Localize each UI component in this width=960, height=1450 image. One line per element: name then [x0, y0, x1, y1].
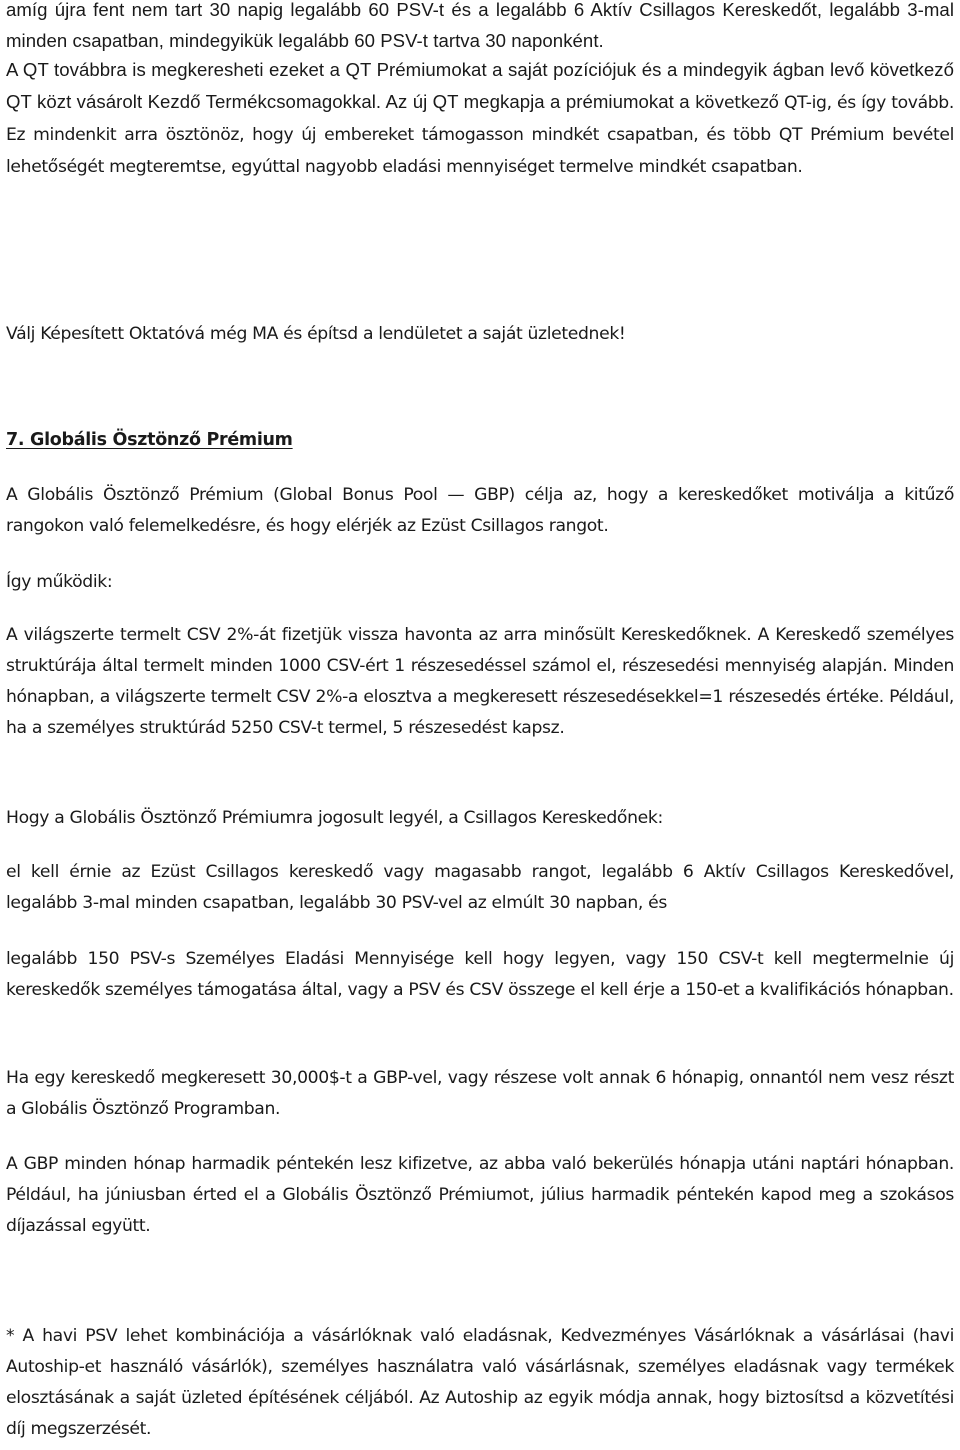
paragraph-call-to-action: Válj Képesített Oktatóvá még MA és építsd a lendületet a saját üzletednek! — [6, 324, 626, 344]
paragraph-qt-premium-part2: következő QT-ig, és így tovább. Ez mindenkit arra ösztönöz, hogy új embereket támogasson mindkét csapatban, és több QT Prémium bevétel lehetőségét megteremtse, egyúttal nagyobb eladási mennyiséget termelve mindkét csapatban. — [6, 93, 954, 177]
paragraph-gbp-calculation: A világszerte termelt CSV 2%-át fizetjük vissza havonta az arra minősült Kereskedőknek. A Kereskedő személyes struktúrája által termelt minden 1000 CSV-ért 1 részesedéssel számol el, részesedési mennyiség alapján. Minden hónapban, a világszerte termelt CSV 2%-a elosztva a megkeresett részesedésekkel=1 részesedés értéke. Például, ha a személyes struktúrád 5250 CSV-t termel, 5 részesedést kapsz. — [6, 625, 954, 738]
paragraph-qt-premium-part1: A QT továbbra is megkeresheti ezeket a QT Prémiumokat a saját pozíciójuk és a mindegyik ágban levő következő QT közt vásárolt Kezdő Termékcsomagokkal. Az új QT megkapja a prémiumokat a — [6, 59, 954, 112]
paragraph-requalification: amíg újra fent nem tart 30 napig legalább 60 PSV-t és a legalább 6 Aktív Csillagos Kereskedőt, legalább 3-mal minden csapatban, mindegyikük legalább 60 PSV-t tartva 30 naponként. — [6, 0, 954, 51]
footnote-psv: * A havi PSV lehet kombinációja a vásárlóknak való eladásnak, Kedvezményes Vásárlóknak a vásárlásai (havi Autoship-et használó vásárlók), személyes használatra való vásárlásnak, személyes eladásnak vagy termékek elosztásának a saját üzleted építésének céljából. Az Autoship az egyik módja annak, hogy biztosítsd a közvetítési díj megszerzését. — [6, 1326, 954, 1439]
paragraph-gbp-intro: A Globális Ösztönző Prémium (Global Bonus Pool — GBP) célja az, hogy a kereskedőket motiválja a kitűző rangokon való felemelkedésre, és hogy elérjék az Ezüst Csillagos rangot. — [6, 485, 954, 536]
section-heading: 7. Globális Ösztönző Prémium — [6, 430, 293, 450]
paragraph-eligibility-intro: Hogy a Globális Ösztönző Prémiumra jogosult legyél, a Csillagos Kereskedőnek: — [6, 808, 663, 828]
paragraph-qt-premium — [6, 54, 954, 183]
paragraph-gbp-payout: A GBP minden hónap harmadik péntekén lesz kifizetve, az abba való bekerülés hónapja utáni naptári hónapban. Például, ha júniusban érted el a Globális Ösztönző Prémiumot, július harmadik péntekén kapod meg a szokásos díjazással együtt. — [6, 1154, 954, 1236]
paragraph-eligibility-volume: legalább 150 PSV-s Személyes Eladási Mennyisége kell hogy legyen, vagy 150 CSV-t kell megtermelnie új kereskedők személyes támogatása által, vagy a PSV és CSV összege el kell érje a 150-et a kvalifikációs hónapban. — [6, 949, 954, 1000]
paragraph-eligibility-rank: el kell érnie az Ezüst Csillagos kereskedő vagy magasabb rangot, legalább 6 Aktív Csillagos Kereskedővel, legalább 3-mal minden csapatban, legalább 30 PSV-vel az elmúlt 30 napban, és — [6, 862, 954, 913]
paragraph-how-it-works: Így működik: — [6, 572, 113, 592]
paragraph-gbp-cap: Ha egy kereskedő megkeresett 30,000$-t a GBP-vel, vagy részese volt annak 6 hónapig, onnantól nem vesz részt a Globális Ösztönző Programban. — [6, 1068, 954, 1119]
